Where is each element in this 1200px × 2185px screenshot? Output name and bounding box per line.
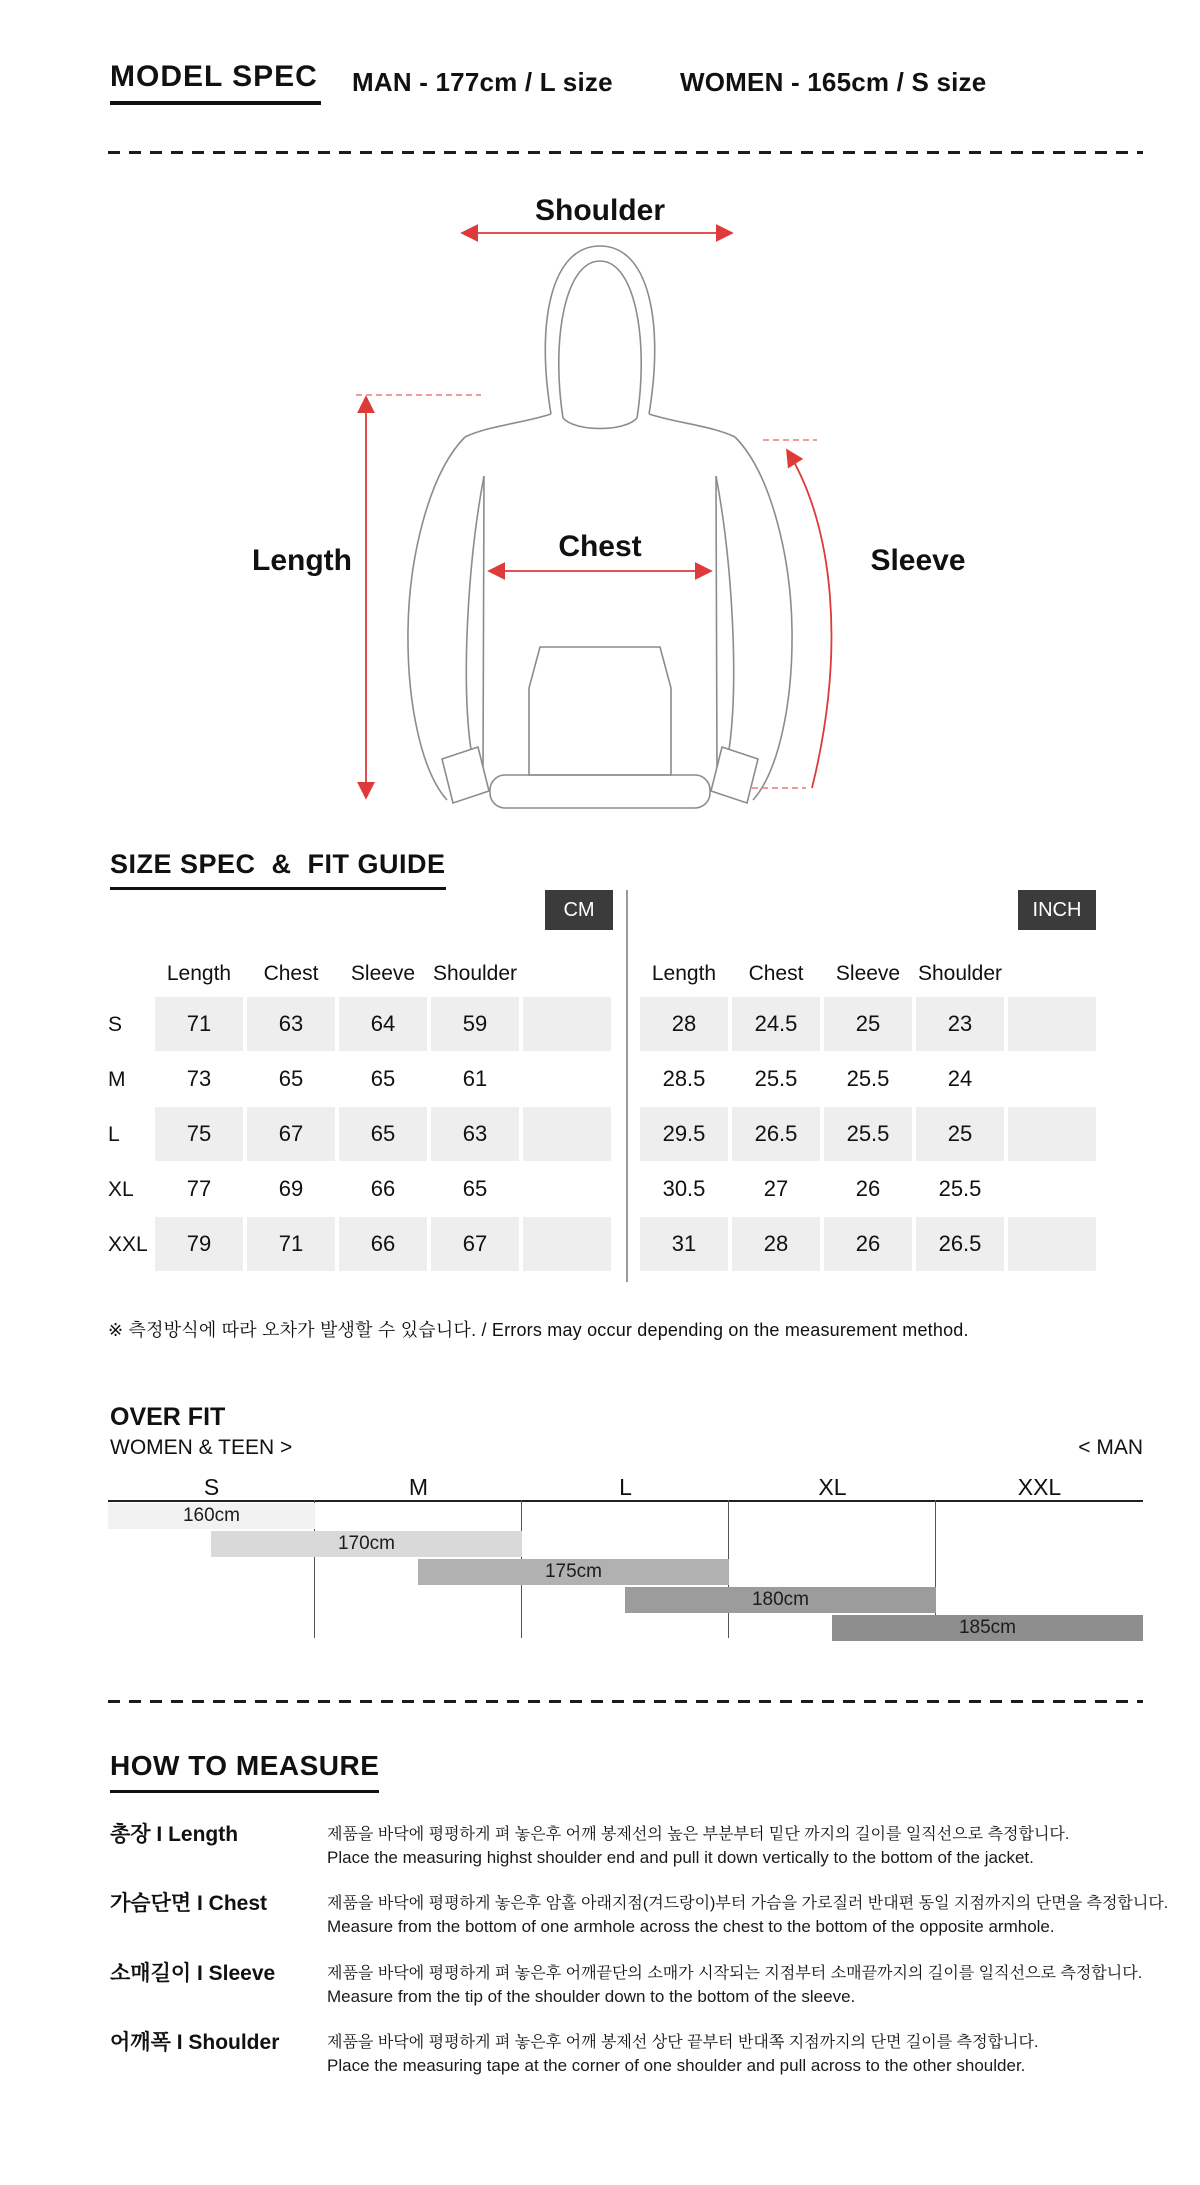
col-header-chest: Chest <box>263 961 319 985</box>
model-spec-title: MODEL SPEC <box>110 60 321 105</box>
how-to-measure-title: HOW TO MEASURE <box>110 1750 379 1793</box>
table-cell: 28.5 <box>662 1066 706 1091</box>
table-cell: 30.5 <box>662 1176 706 1201</box>
overfit-size-s: S <box>203 1474 220 1500</box>
sleeve-arc-arrow <box>787 450 831 788</box>
measurement-note: ※ 측정방식에 따라 오차가 발생할 수 있습니다. / Errors may occur depending on the measurement method. <box>108 1320 969 1340</box>
col-header-length: Length <box>651 961 717 985</box>
table-cell: 26 <box>824 1217 912 1271</box>
hoodie-outline <box>408 246 792 808</box>
height-bar-180: 180cm <box>625 1587 936 1613</box>
table-row <box>640 1052 1100 1107</box>
table-cell: 65 <box>278 1066 304 1091</box>
table-row <box>108 1052 615 1107</box>
left-body-seam <box>483 476 484 775</box>
measure-desc-ko: 제품을 바닥에 평평하게 놓은후 암홀 아래지점(겨드랑이)부터 가슴을 가로질러 반대편 동일 지점까지의 단면을 측정합니다. <box>327 1895 1169 1912</box>
table-cell <box>523 1107 611 1161</box>
table-divider-line <box>626 890 628 1282</box>
right-shoulder-seam <box>649 414 735 437</box>
overfit-title: OVER FIT <box>110 1403 226 1431</box>
col-header-shoulder: Shoulder <box>917 961 1003 985</box>
table-cell: 65 <box>339 1107 427 1161</box>
table-cell: 25 <box>824 997 912 1051</box>
table-cell: 79 <box>155 1217 243 1271</box>
table-row <box>640 997 1100 1052</box>
height-bar-170: 170cm <box>211 1531 522 1557</box>
measure-desc-en: Measure from the bottom of one armhole across the chest to the bottom of the opposite armhole. <box>327 1917 1055 1936</box>
left-shoulder-seam <box>465 414 551 437</box>
cm-unit-badge: CM <box>545 890 613 930</box>
overfit-size-xxl: XXL <box>1017 1474 1062 1500</box>
table-row <box>108 1217 615 1272</box>
measure-desc-en: Place the measuring tape at the corner of one shoulder and pull across to the other shoulder. <box>327 2056 1026 2075</box>
overfit-size-m: M <box>408 1474 429 1500</box>
measure-label: 소매길이 I Sleeve <box>110 1962 276 1985</box>
table-cell: 25.5 <box>846 1066 890 1091</box>
table-cell: 27 <box>763 1176 789 1201</box>
measure-label: 총장 I Length <box>110 1823 239 1846</box>
size-spec-title: SIZE SPEC & FIT GUIDE <box>110 849 446 890</box>
table-cell: 25.5 <box>824 1107 912 1161</box>
measure-desc-ko: 제품을 바닥에 평평하게 펴 놓은후 어깨 봉제선의 높은 부분부터 밑단 까지의 길이를 일직선으로 측정합니다. <box>327 1826 1070 1843</box>
col-header-shoulder: Shoulder <box>432 961 518 985</box>
hoodie-measurement-diagram <box>0 160 1200 860</box>
right-sleeve-outer <box>735 437 792 800</box>
table-cell: 66 <box>370 1176 396 1201</box>
left-sleeve-outer <box>408 437 465 800</box>
table-cell: 25 <box>916 1107 1004 1161</box>
table-cell: 69 <box>278 1176 304 1201</box>
height-bar-185: 185cm <box>832 1615 1143 1641</box>
overfit-man-label: < MAN <box>1078 1436 1143 1459</box>
measure-desc-ko: 제품을 바닥에 평평하게 펴 놓은후 어깨끝단의 소매가 시작되는 지점부터 소매끝까지의 길이를 일직선으로 측정합니다. <box>327 1965 1143 1982</box>
hem-band <box>490 775 710 808</box>
overfit-size-xl: XL <box>818 1474 847 1500</box>
right-body-seam <box>716 476 717 775</box>
table-cell <box>1008 1107 1096 1161</box>
row-label: M <box>108 1067 126 1091</box>
overfit-size-l: L <box>619 1474 632 1500</box>
table-row <box>640 1107 1100 1162</box>
table-cell: 63 <box>431 1107 519 1161</box>
right-cuff <box>711 747 758 803</box>
measure-desc-en: Measure from the tip of the shoulder down to the bottom of the sleeve. <box>327 1987 856 2006</box>
model-spec-man: MAN - 177cm / L size <box>352 67 613 97</box>
table-cell: 63 <box>247 997 335 1051</box>
measure-label: 어깨폭 I Shoulder <box>110 2031 280 2054</box>
kangaroo-pocket <box>529 647 671 775</box>
hood-neckline <box>563 418 637 429</box>
table-cell: 26.5 <box>916 1217 1004 1271</box>
height-bar-175: 175cm <box>418 1559 729 1585</box>
table-cell: 28 <box>640 997 728 1051</box>
table-cell: 77 <box>186 1176 212 1201</box>
table-cell: 71 <box>155 997 243 1051</box>
table-header-row <box>640 950 1100 997</box>
table-cell: 59 <box>431 997 519 1051</box>
right-sleeve-inner <box>716 476 734 750</box>
table-row <box>108 997 615 1052</box>
measure-label: 가슴단면 I Chest <box>110 1892 267 1915</box>
col-header-sleeve: Sleeve <box>350 961 416 985</box>
table-row <box>640 1217 1100 1272</box>
table-cell: 24 <box>947 1066 973 1091</box>
table-cell: 25.5 <box>938 1176 982 1201</box>
table-cell: 24.5 <box>732 997 820 1051</box>
table-cell: 61 <box>462 1066 488 1091</box>
overfit-women-teen-label: WOMEN & TEEN > <box>110 1436 293 1459</box>
table-cell: 23 <box>916 997 1004 1051</box>
row-label: S <box>108 1012 123 1036</box>
table-cell <box>523 997 611 1051</box>
sleeve-label: Sleeve <box>870 544 966 577</box>
col-header-sleeve: Sleeve <box>835 961 901 985</box>
table-cell: 31 <box>640 1217 728 1271</box>
row-label: XL <box>108 1177 134 1201</box>
overfit-chart <box>108 1474 1143 1650</box>
shoulder-label: Shoulder <box>534 194 666 227</box>
section-divider-top <box>108 151 1143 154</box>
table-cell: 66 <box>339 1217 427 1271</box>
left-cuff <box>442 747 489 803</box>
measure-desc-ko: 제품을 바닥에 평평하게 펴 놓은후 어깨 봉제선 상단 끝부터 반대쪽 지점까지의 단면 길이를 측정합니다. <box>327 2034 1039 2051</box>
measure-desc-en: Place the measuring highst shoulder end and pull it down vertically to the bottom of the jacket. <box>327 1848 1034 1867</box>
table-cell: 29.5 <box>640 1107 728 1161</box>
table-cell <box>523 1052 611 1106</box>
left-sleeve-inner <box>466 476 484 750</box>
col-header-chest: Chest <box>748 961 804 985</box>
table-cell: 26 <box>855 1176 881 1201</box>
table-cell <box>1008 1052 1096 1106</box>
length-label: Length <box>252 544 352 577</box>
table-row <box>640 1162 1100 1217</box>
section-divider-bottom <box>108 1700 1143 1703</box>
table-cell: 71 <box>247 1217 335 1271</box>
hood-inner <box>559 261 641 418</box>
table-row <box>108 1107 615 1162</box>
row-label: XXL <box>108 1232 148 1256</box>
inch-unit-badge: INCH <box>1018 890 1096 930</box>
table-cell <box>1008 1217 1096 1271</box>
hood-outer <box>545 246 654 414</box>
table-cell: 67 <box>247 1107 335 1161</box>
overfit-top-rule <box>108 1500 1143 1502</box>
table-cell: 28 <box>732 1217 820 1271</box>
table-cell: 65 <box>462 1176 488 1201</box>
row-label: L <box>108 1122 120 1146</box>
table-cell: 65 <box>370 1066 396 1091</box>
size-table-inch <box>640 950 1100 1272</box>
table-header-row <box>108 950 615 997</box>
table-cell <box>1008 997 1096 1051</box>
table-cell <box>523 1217 611 1271</box>
col-header-length: Length <box>166 961 232 985</box>
table-cell: 26.5 <box>732 1107 820 1161</box>
overfit-size-headers <box>108 1474 1143 1501</box>
chest-label: Chest <box>558 530 642 563</box>
table-cell: 67 <box>431 1217 519 1271</box>
table-cell: 73 <box>186 1066 212 1091</box>
table-cell <box>523 1162 611 1216</box>
table-row <box>108 1162 615 1217</box>
model-spec-women: WOMEN - 165cm / S size <box>680 67 987 97</box>
table-cell: 64 <box>339 997 427 1051</box>
size-table-cm <box>108 950 615 1272</box>
height-bar-160: 160cm <box>108 1503 315 1529</box>
table-cell: 25.5 <box>754 1066 798 1091</box>
table-cell <box>1008 1162 1096 1216</box>
table-cell: 75 <box>155 1107 243 1161</box>
